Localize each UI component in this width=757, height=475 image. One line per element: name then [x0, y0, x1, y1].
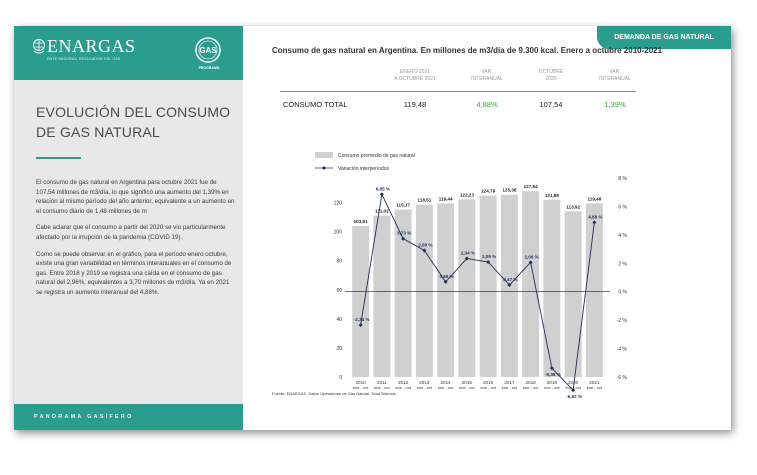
bar: [565, 211, 582, 377]
emblem-label: PROGRAMA: [198, 66, 220, 70]
description: [36, 178, 236, 305]
x-tick-year: 2011: [376, 380, 387, 385]
footer-bar: [14, 404, 243, 430]
bar: [480, 196, 497, 377]
bar-value-label: 122,23: [459, 192, 474, 198]
line-point: [380, 192, 384, 196]
line-value-label: 2,06 %: [524, 254, 539, 260]
line-value-label: -5,38 %: [544, 372, 561, 378]
col-header-var: VAR. INTERANUAL: [471, 69, 503, 82]
bar: [522, 191, 539, 377]
x-tick-year: 2015: [461, 380, 472, 385]
bar: [352, 226, 369, 377]
bar: [373, 216, 390, 377]
legend-line-marker: [322, 166, 326, 170]
x-tick-period: ene - oct: [395, 385, 411, 390]
x-tick-year: 2021: [589, 380, 600, 385]
line-value-label: 4,88 %: [588, 214, 603, 220]
x-tick-period: ene - oct: [544, 385, 560, 390]
brand-name: ENARGAS: [47, 36, 136, 56]
x-tick-period: ene - oct: [459, 385, 475, 390]
row-label: CONSUMO TOTAL: [283, 100, 348, 109]
total-var-value: 4,88%: [476, 100, 498, 109]
x-tick-period: ene - oct: [437, 385, 454, 390]
bar-value-label: 121,89: [544, 192, 559, 198]
x-tick-year: 2017: [504, 380, 515, 385]
col-header-oct: OCTUBRE 2020: [538, 69, 564, 82]
y-left-tick-label: 40: [336, 316, 342, 323]
enargas-logo-icon: [32, 38, 46, 56]
line-value-label: 3,73 %: [396, 230, 412, 236]
title-underline: [36, 157, 81, 159]
brand-subtitle: ENTE NACIONAL REGULADOR DEL GAS: [47, 57, 121, 61]
legend-bar-label: Consumo promedio de gas natural: [338, 153, 415, 159]
x-tick-year: 2014: [440, 380, 451, 385]
line-value-label: -2,34 %: [353, 316, 370, 322]
bar-value-label: 119,48: [587, 196, 602, 202]
x-tick-period: ene - oct: [374, 385, 390, 390]
y-right-tick-label: 4 %: [618, 232, 627, 239]
y-right-tick-label: -4 %: [616, 346, 627, 353]
footer-label: PANORAMA GASÍFERO: [34, 414, 134, 420]
line-value-label: 2,90 %: [418, 242, 433, 248]
line-value-label: -6,92 %: [566, 394, 583, 400]
y-left-tick-label: 120: [333, 200, 342, 207]
x-tick-period: ene - oct: [480, 385, 496, 390]
col-header-period: ENERO 2021 A OCTUBRE 2021: [394, 69, 436, 82]
x-tick-period: ene - oct: [352, 385, 369, 390]
line-value-label: 2,34 %: [460, 250, 476, 256]
y-left-tick-label: 80: [336, 258, 342, 265]
x-tick-year: 2020: [568, 380, 579, 385]
bar-value-label: 111,02: [375, 208, 389, 214]
logo-bar: [14, 26, 243, 80]
bar-value-label: 127,84: [523, 184, 538, 190]
line-value-label: 0,47 %: [503, 277, 518, 283]
x-tick-period: ene - oct: [586, 385, 603, 390]
line-value-label: 0,69 %: [439, 273, 454, 279]
y-right-tick-label: 2 %: [618, 261, 627, 268]
y-right-tick-label: -6 %: [616, 375, 627, 381]
x-tick-period: ene - oct: [501, 385, 518, 390]
paragraph: Como se puede observar en el gráfico, para el período enero octubre, existe una gran variabilidad en términos interanuales en el consumo de gas. Entre 2018 y 2019 se registra una caída en el consumo de gas natural del 2,96%, equivalentes a 3,70 millones de m3/día. Ya en 2021 se registra un aumento interanual del 4,88%.: [36, 250, 232, 296]
table-divider: [280, 91, 636, 92]
line-value-label: 2,09 %: [481, 254, 497, 260]
x-tick-year: 2010: [355, 380, 366, 385]
x-tick-year: 2013: [419, 380, 430, 385]
chart-title: Consumo de gas natural en Argentina. En millones de m3/día de 9.300 kcal. Enero a octubre 2010-2021: [272, 46, 663, 55]
legend-bar-swatch: [315, 152, 333, 158]
gas-emblem-text: [192, 36, 224, 68]
y-left-tick-label: 0: [339, 375, 342, 381]
bar: [586, 203, 603, 377]
bar: [458, 199, 475, 377]
y-left-tick-label: 60: [336, 287, 342, 294]
october-value: 107,54: [539, 100, 563, 109]
y-right-tick-label: 8 %: [618, 176, 627, 182]
x-tick-year: 2019: [546, 380, 557, 385]
y-right-tick-label: 6 %: [618, 204, 627, 211]
october-var-value: 1,39%: [604, 100, 626, 109]
bar-value-label: 124,79: [481, 188, 496, 194]
x-tick-period: ene - oct: [416, 385, 433, 390]
bar-value-label: 113,92: [566, 204, 581, 210]
bar-value-label: 103,91: [353, 218, 368, 224]
svg-text:GAS: GAS: [199, 46, 217, 55]
paragraph: Cabe aclarar que el consumo a partir del 2020 se vio particularmente afectado por la irrupción de la pandemia (COVID 19).: [36, 224, 226, 241]
section-title: EVOLUCIÓN DEL CONSUMO DE GAS NATURAL: [36, 104, 231, 140]
total-value: 119,48: [403, 100, 427, 109]
y-left-tick-label: 100: [333, 229, 342, 236]
bar: [437, 203, 454, 377]
x-tick-period: ene - oct: [565, 385, 581, 390]
source-note: Fuente: ENARGAS. Datos Operadores de Gas Natural. Total Sistema.: [272, 391, 397, 396]
x-tick-period: ene - oct: [522, 385, 539, 390]
x-tick-year: 2018: [525, 380, 536, 385]
y-right-tick-label: -2 %: [616, 318, 627, 325]
section-tab-label: DEMANDA DE GAS NATURAL: [614, 34, 714, 41]
paragraph: El consumo de gas natural en Argentina para octubre 2021 fue de 107,54 millones de m3/día, lo que significó una aumento del 1,39% en relación al mismo período del año anterior, equivalente a un aumento en el consumo diario de 1,48 millones de m: [36, 179, 235, 215]
bar-value-label: 119,44: [438, 196, 453, 202]
col-header-var2: VAR. INTERANUAL: [599, 69, 631, 82]
bar-value-label: 125,38: [502, 187, 517, 193]
legend-line-label: Variación interperíodos: [338, 166, 390, 172]
bar-value-label: 115,17: [396, 202, 411, 208]
line-value-label: 6,85 %: [375, 186, 391, 192]
bar: [416, 205, 433, 377]
bar-value-label: 118,51: [417, 197, 432, 203]
x-tick-year: 2012: [398, 380, 409, 385]
sidebar: [14, 26, 243, 430]
bar: [543, 200, 560, 377]
y-left-tick-label: 20: [336, 345, 342, 352]
x-tick-year: 2016: [483, 380, 494, 385]
y-right-tick-label: 0 %: [618, 289, 627, 296]
